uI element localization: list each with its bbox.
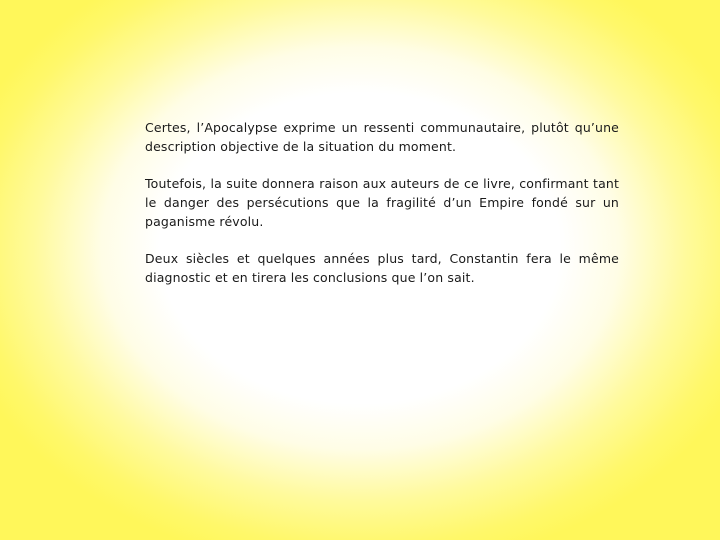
paragraph-1: Certes, l’Apocalypse exprime un ressenti communautaire, plutôt qu’une description objective de la situation du moment. bbox=[145, 120, 619, 154]
text-body bbox=[145, 118, 619, 305]
paragraph-3: Deux siècles et quelques années plus tard, Constantin fera le même diagnostic et en tirera les conclusions que l’on sait. bbox=[145, 251, 619, 285]
paragraph-2: Toutefois, la suite donnera raison aux auteurs de ce livre, confirmant tant le danger des persécutions que la fragilité d’un Empire fondé sur un paganisme révolu. bbox=[145, 176, 619, 229]
